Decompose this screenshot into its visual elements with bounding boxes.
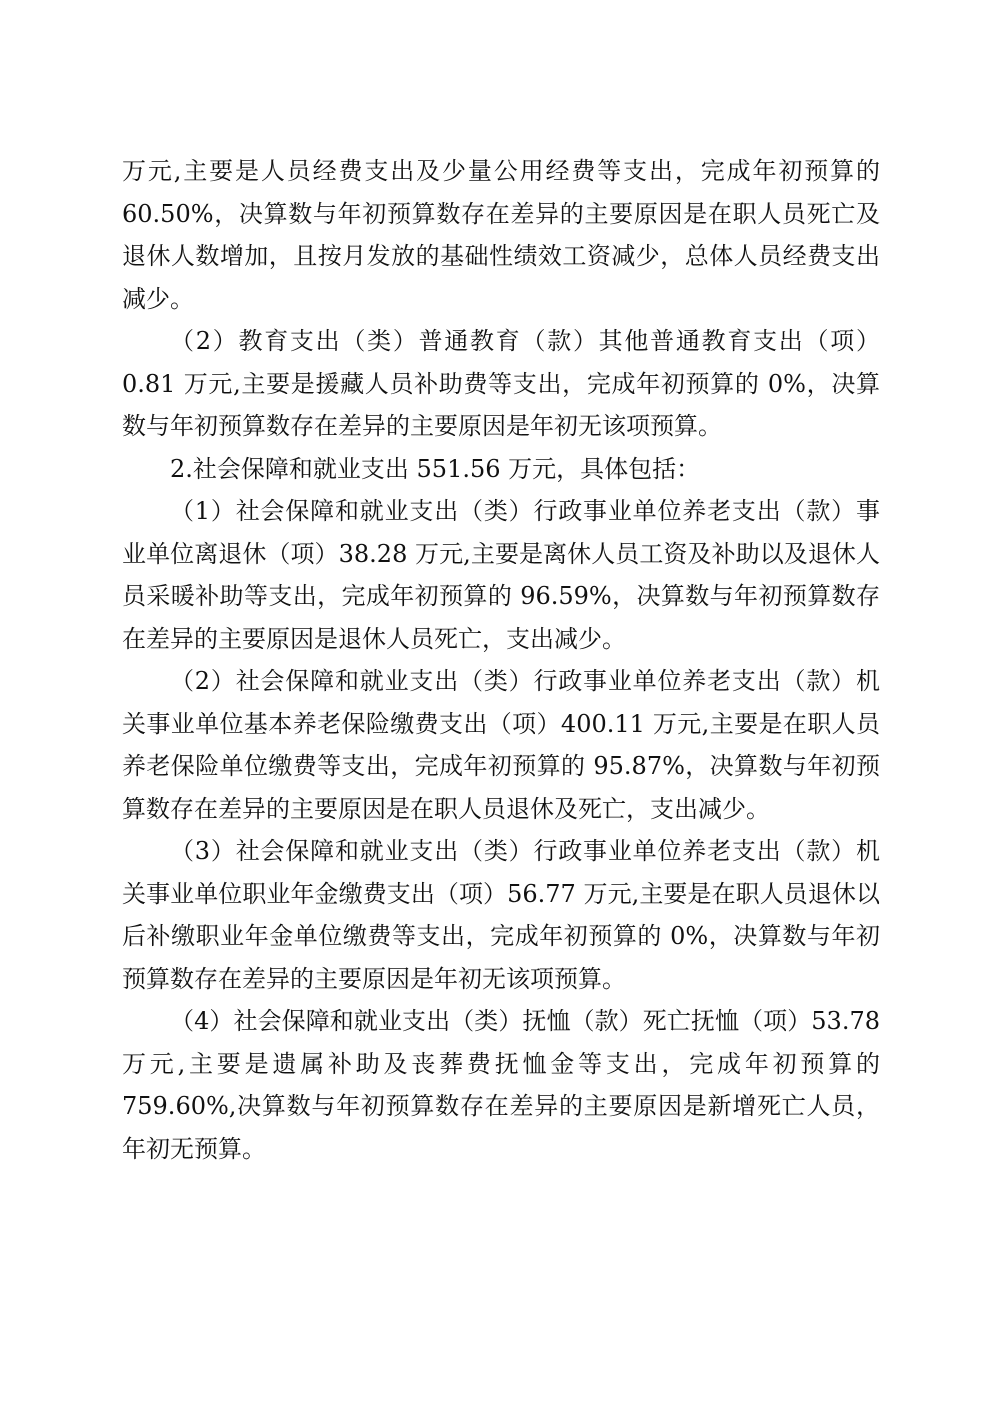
paragraph-occupational-annuity-expense: （3）社会保障和就业支出（类）行政事业单位养老支出（款）机关事业单位职业年金缴费支出（项）56.77 万元,主要是在职人员退休以后补缴职业年金单位缴费等支出，完成年初预算的 0%，决算数与年初预算数存在差异的主要原因是年初无该项预算。 [122,837,880,993]
paragraph-education-expense: （2）教育支出（类）普通教育（款）其他普通教育支出（项）0.81 万元,主要是援藏人员补助费等支出，完成年初预算的 0%，决算数与年初预算数存在差异的主要原因是年初无该项预算。 [122,327,880,440]
paragraph-pension-insurance-expense: （2）社会保障和就业支出（类）行政事业单位养老支出（款）机关事业单位基本养老保险缴费支出（项）400.11 万元,主要是在职人员养老保险单位缴费等支出，完成年初预算的 95.87%，决算数与年初预算数存在差异的主要原因是在职人员退休及死亡，支出减少。 [122,667,880,823]
paragraph-social-security-heading: 2.社会保障和就业支出 551.56 万元，具体包括： [170,454,701,483]
document-body [122,150,880,1170]
paragraph-personnel-expense-summary: 万元,主要是人员经费支出及少量公用经费等支出，完成年初预算的 60.50%，决算数与年初预算数存在差异的主要原因是在职人员死亡及退休人数增加，且按月发放的基础性绩效工资减少，总体人员经费支出减少。 [122,157,880,313]
paragraph-retirement-expense: （1）社会保障和就业支出（类）行政事业单位养老支出（款）事业单位离退休（项）38.28 万元,主要是离休人员工资及补助以及退休人员采暖补助等支出，完成年初预算的 96.59%，决算数与年初预算数存在差异的主要原因是退休人员死亡，支出减少。 [122,497,880,653]
paragraph-death-compensation-expense: （4）社会保障和就业支出（类）抚恤（款）死亡抚恤（项）53.78 万元,主要是遗属补助及丧葬费抚恤金等支出，完成年初预算的 759.60%,决算数与年初预算数存在差异的主要原因是新增死亡人员，年初无预算。 [122,1007,880,1163]
